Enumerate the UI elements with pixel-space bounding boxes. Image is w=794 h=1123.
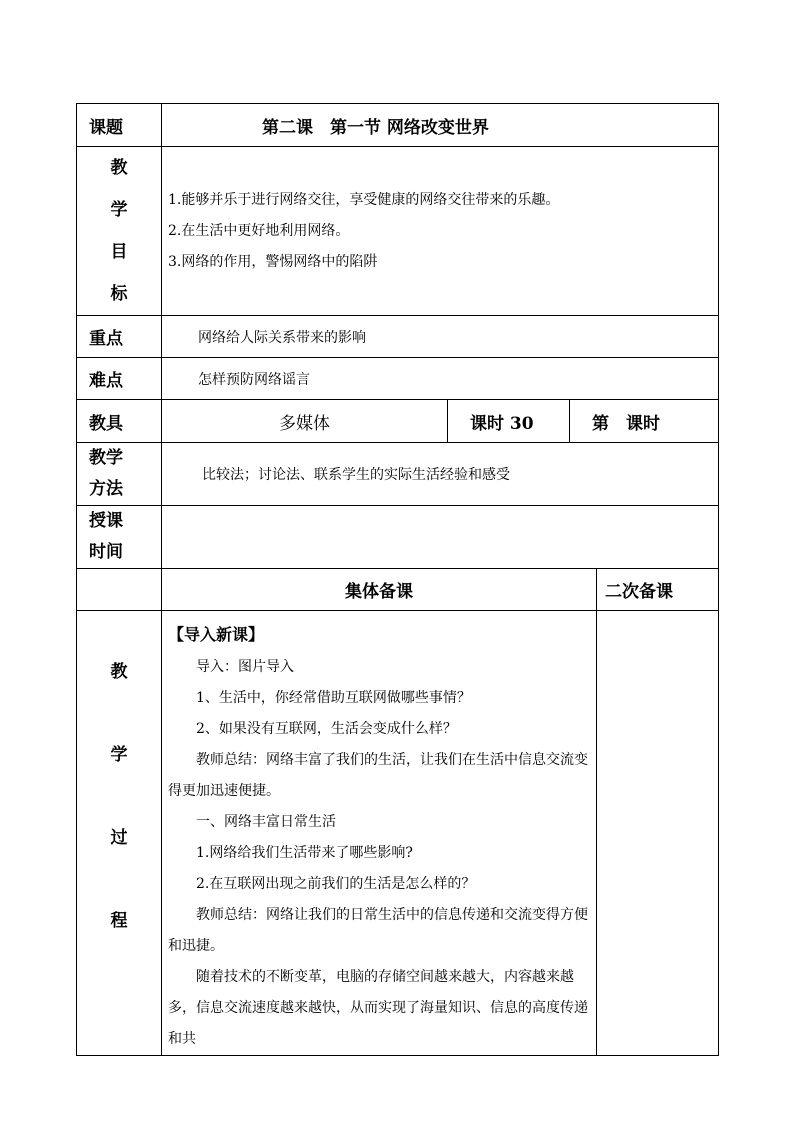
tools-label: 教具 (77, 400, 162, 443)
process-line: 1.网络给我们生活带来了哪些影响? (196, 845, 413, 861)
goal-item: 1.能够并乐于进行网络交往，享受健康的网络交往带来的乐趣。 (168, 191, 560, 208)
tools-row (77, 400, 719, 443)
difficult-label: 难点 (77, 358, 162, 400)
process-content (162, 611, 597, 1056)
difficult-content: 怎样预防网络谣言 (162, 358, 719, 400)
key-row (77, 316, 719, 358)
process-line: 1、生活中，你经常借助互联网做哪些事情？ (196, 690, 471, 706)
goals-label-char: 学 (110, 200, 128, 220)
second-prep-header: 二次备课 (597, 569, 719, 611)
process-line: 教师总结：网络丰富了我们的生活，让我们在生活中信息交流变得更加迅速便捷。 (168, 752, 588, 799)
process-label-char: 教 (110, 662, 128, 682)
method-content: 比较法；讨论法、联系学生的实际生活经验和感受 (162, 443, 719, 506)
goals-content (162, 147, 719, 316)
time-label-line: 时间 (89, 542, 123, 562)
method-label-line: 教学 (89, 448, 123, 468)
tools-content: 多媒体 (162, 400, 448, 443)
prep-header-empty (77, 569, 162, 611)
method-label (77, 443, 162, 506)
process-label-char: 程 (110, 911, 128, 931)
process-line: 教师总结：网络让我们的日常生活中的信息传递和交流变得方便和迅捷。 (168, 907, 588, 954)
second-prep-content (597, 611, 719, 1056)
goals-label-char: 教 (110, 158, 128, 178)
goals-label-char: 目 (110, 242, 128, 262)
time-row (77, 506, 719, 569)
goals-label-char: 标 (110, 284, 128, 304)
process-line: 一、网络丰富日常生活 (196, 814, 336, 830)
prep-header-row (77, 569, 719, 611)
process-label-char: 学 (110, 745, 128, 765)
time-content (162, 506, 719, 569)
process-line: 2.在互联网出现之前我们的生活是怎么样的？ (196, 876, 476, 892)
time-label-line: 授课 (89, 511, 123, 531)
process-line: 随着技术的不断变革，电脑的存储空间越来越大，内容越来越多，信息交流速度越来越快，从而实现了海量知识、信息的高度传递和共 (168, 969, 588, 1047)
topic-row (77, 104, 719, 147)
process-row (77, 611, 719, 1056)
goals-label (77, 147, 162, 316)
process-label-char: 过 (110, 828, 128, 848)
topic-label: 课题 (77, 104, 162, 147)
goal-item: 3.网络的作用，警惕网络中的陷阱 (168, 253, 378, 270)
process-line: 导入：图片导入 (196, 659, 294, 675)
goals-row (77, 147, 719, 316)
topic-title: 第二课 第一节 网络改变世界 (162, 104, 719, 147)
period-cell: 第 课时 (570, 400, 719, 443)
method-row (77, 443, 719, 506)
key-content: 网络给人际关系带来的影响 (162, 316, 719, 358)
process-line: 2、如果没有互联网，生活会变成什么样？ (196, 721, 457, 737)
group-prep-header: 集体备课 (162, 569, 597, 611)
key-label: 重点 (77, 316, 162, 358)
process-heading: 【导入新课】 (168, 625, 265, 644)
goal-item: 2.在生活中更好地利用网络。 (168, 222, 350, 239)
lesson-plan-table (76, 103, 719, 1056)
hours-cell: 课时 30 (448, 400, 570, 443)
time-label (77, 506, 162, 569)
method-label-line: 方法 (89, 479, 123, 499)
difficult-row (77, 358, 719, 400)
process-label (77, 611, 162, 1056)
